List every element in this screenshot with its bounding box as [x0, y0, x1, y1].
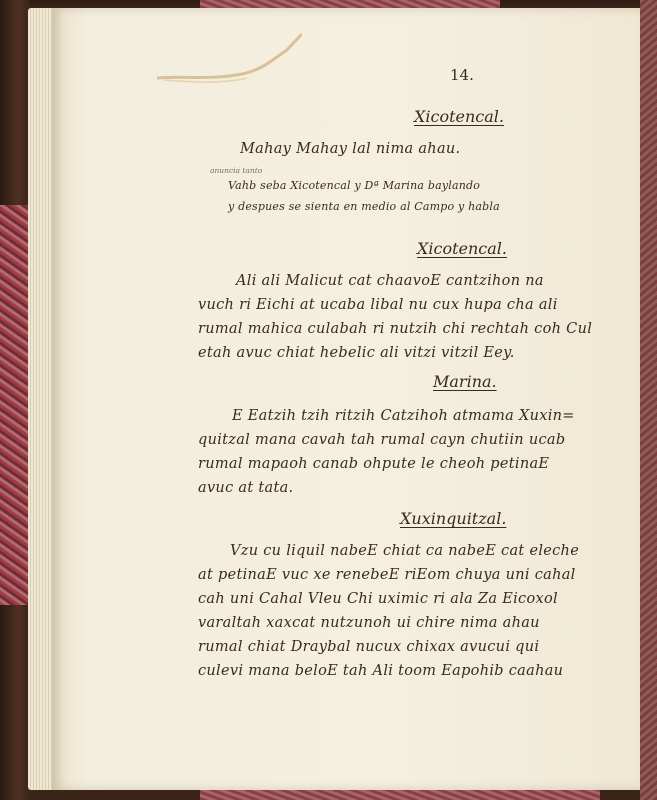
verse-line: varaltah xaxcat nutzunoh ui chire nima ahau	[198, 615, 540, 631]
verse-line: Mahay Mahay lal nima ahau.	[240, 141, 461, 157]
verse-line: rumal chiat Draybal nucux chixax avucui qui	[198, 639, 540, 655]
interlinear-note: anuncia tanto	[210, 166, 263, 175]
marbled-edge-top	[200, 0, 500, 8]
verse-line: quitzal mana cavah tah rumal cayn chutiin ucab	[198, 432, 566, 448]
speaker-heading: Marina.	[433, 372, 497, 391]
marbled-endpaper-left	[0, 205, 30, 605]
paper-stain	[152, 30, 302, 90]
verse-line: etah avuc chiat hebelic ali vitzi vitzil Eey.	[198, 345, 515, 361]
stage-direction-line: Vahb seba Xicotencal y Dª Marina baylando	[228, 179, 481, 192]
speaker-heading: Xicotencal.	[414, 107, 505, 126]
verse-line: at petinaE vuc xe renebeE riEom chuya uni cahal	[198, 567, 576, 583]
verse-line: rumal mahica culabah ri nutzih chi rechtah coh Cul	[198, 321, 593, 337]
verse-line: vuch ri Eichi at ucaba libal nu cux hupa cha ali	[198, 297, 558, 313]
manuscript-page	[52, 8, 640, 790]
speaker-heading: Xicotencal.	[417, 239, 508, 258]
verse-line: avuc at tata.	[198, 480, 294, 496]
speaker-heading: Xuxinquitzal.	[400, 509, 507, 528]
verse-line: rumal mapaoh canab ohpute le cheoh petinaE	[198, 456, 550, 472]
verse-line: Vzu cu liquil nabeE chiat ca nabeE cat eleche	[230, 543, 580, 559]
stage-direction-line: y despues se sienta en medio al Campo y habla	[228, 200, 500, 213]
verse-line: cah uni Cahal Vleu Chi uximic ri ala Za Eicoxol	[198, 591, 558, 607]
verse-line: E Eatzih tzih ritzih Catzihoh atmama Xuxin=	[232, 408, 575, 424]
page-number: 14.	[450, 66, 474, 84]
verse-line: Ali ali Malicut cat chaavoE cantzihon na	[236, 273, 544, 289]
marbled-edge-bottom	[200, 790, 600, 800]
marbled-endpaper-right	[640, 0, 657, 800]
verse-line: culevi mana beloE tah Ali toom Eapohib caahau	[198, 663, 564, 679]
